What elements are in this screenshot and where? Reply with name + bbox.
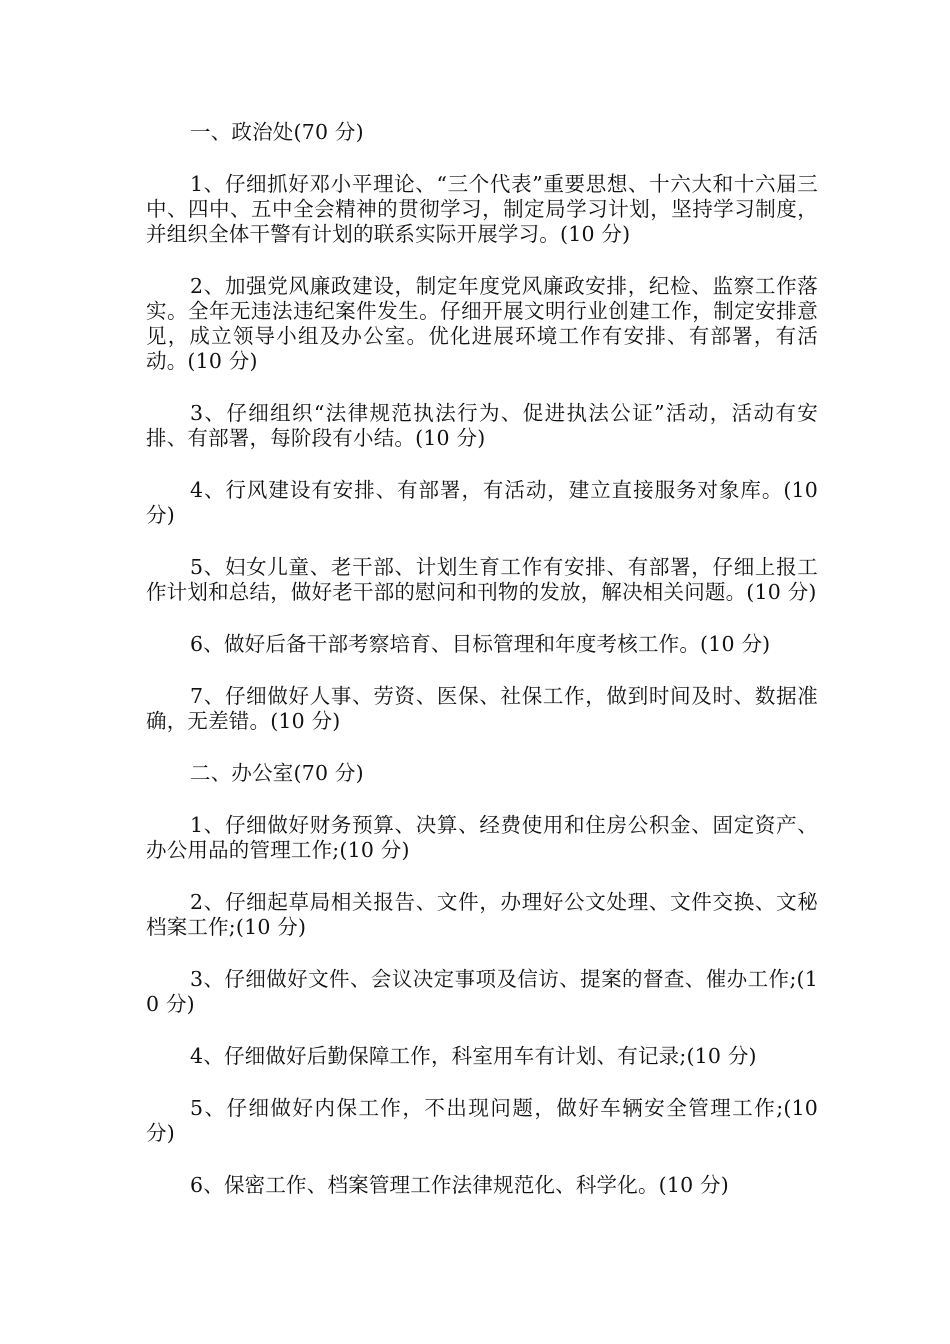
paragraph: 4、行风建设有安排、有部署，有活动，建立直接服务对象库。(10 分): [146, 478, 818, 527]
paragraph: 2、仔细起草局相关报告、文件，办理好公文处理、文件交换、文秘档案工作;(10 分): [146, 890, 818, 939]
paragraph: 2、加强党风廉政建设，制定年度党风廉政安排，纪检、监察工作落实。全年无违法违纪案件发生。仔细开展文明行业创建工作，制定安排意见，成立领导小组及办公室。优化进展环境工作有安排、有部署，有活动。(10 分): [146, 274, 818, 373]
paragraph: 4、仔细做好后勤保障工作，科室用车有计划、有记录;(10 分): [190, 1044, 757, 1068]
document-page: [146, 120, 818, 1225]
paragraph: 3、仔细做好文件、会议决定事项及信访、提案的督查、催办工作;(10 分): [146, 967, 818, 1016]
paragraph: 5、仔细做好内保工作，不出现问题，做好车辆安全管理工作;(10 分): [146, 1096, 818, 1145]
paragraph: 6、做好后备干部考察培育、目标管理和年度考核工作。(10 分): [190, 632, 771, 656]
section-heading: 一、政治处(70 分): [190, 120, 364, 144]
paragraph: 7、仔细做好人事、劳资、医保、社保工作，做到时间及时、数据准确，无差错。(10 分): [146, 684, 818, 733]
paragraph: 5、妇女儿童、老干部、计划生育工作有安排、有部署，仔细上报工作计划和总结，做好老干部的慰问和刊物的发放，解决相关问题。(10 分): [146, 555, 818, 604]
paragraph: 3、仔细组织“法律规范执法行为、促进执法公证”活动，活动有安排、有部署，每阶段有小结。(10 分): [146, 401, 818, 450]
paragraph: 6、保密工作、档案管理工作法律规范化、科学化。(10 分): [190, 1173, 729, 1197]
paragraph: 1、仔细抓好邓小平理论、“三个代表”重要思想、十六大和十六届三中、四中、五中全会精神的贯彻学习，制定局学习计划，坚持学习制度，并组织全体干警有计划的联系实际开展学习。(10 分): [146, 172, 818, 246]
paragraph: 1、仔细做好财务预算、决算、经费使用和住房公积金、固定资产、办公用品的管理工作;(10 分): [146, 813, 818, 862]
section-heading: 二、办公室(70 分): [190, 761, 364, 785]
